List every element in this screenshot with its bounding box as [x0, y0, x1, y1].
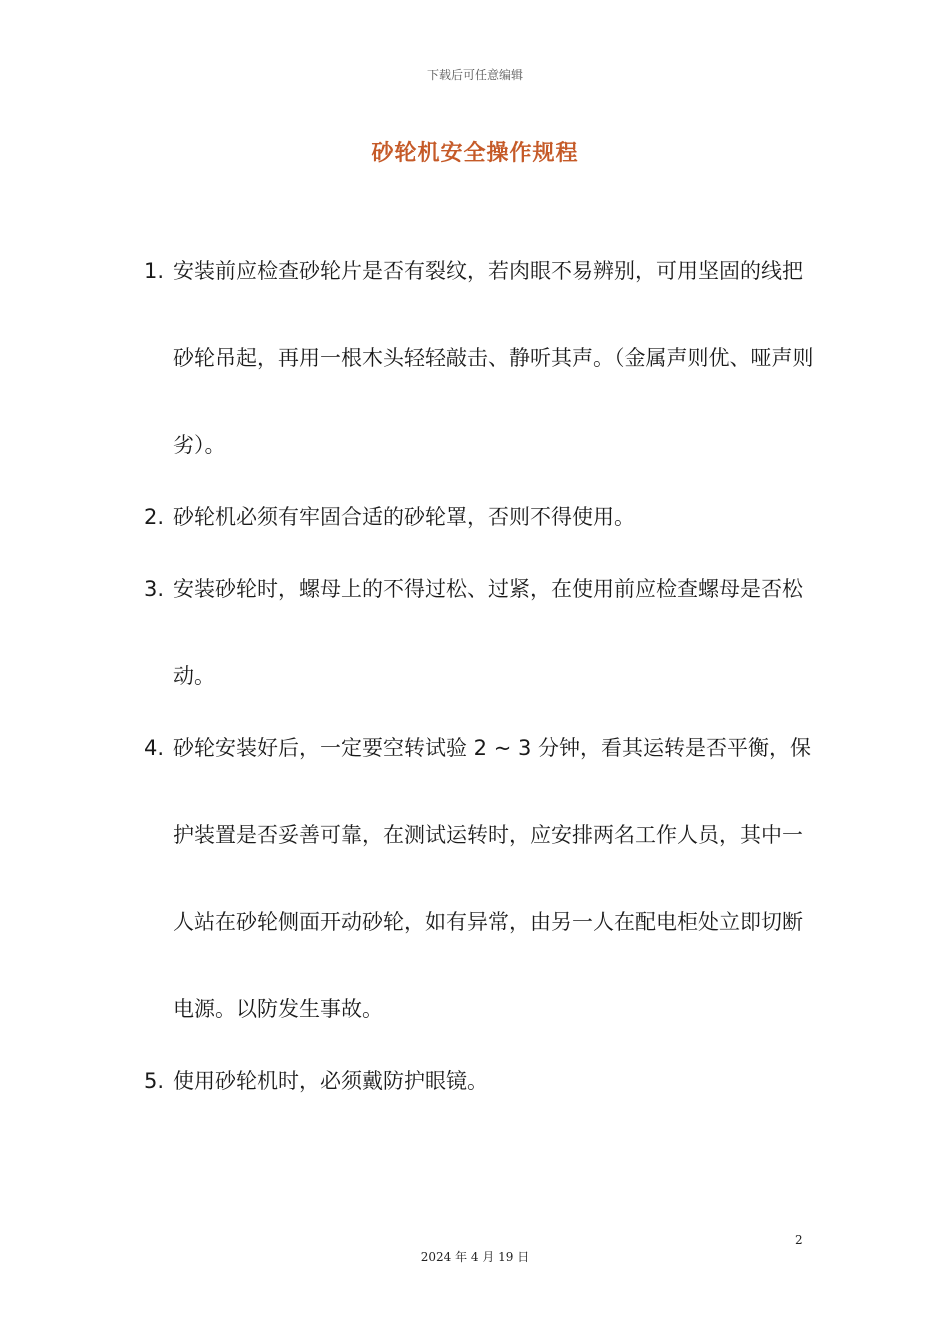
rule-item-5: [144, 1038, 814, 1125]
rule-text: 安装前应检查砂轮片是否有裂纹，若肉眼不易辨别，可用坚固的线把砂轮吊起，再用一根木头轻轻敲击、静听其声。（金属声则优、哑声则劣）。: [173, 259, 814, 457]
rule-text: 砂轮机必须有牢固合适的砂轮罩，否则不得使用。: [173, 505, 635, 529]
rule-number: 2.: [144, 505, 165, 529]
rule-text: 砂轮安装好后，一定要空转试验 2 ~ 3 分钟，看其运转是否平衡，保护装置是否妥善可靠，在测试运转时，应安排两名工作人员，其中一人站在砂轮侧面开动砂轮，如有异常，由另一人在配电柜处立即切断电源。以防发生事故。: [173, 736, 812, 1021]
rule-number: 5.: [144, 1069, 165, 1093]
page-number: 2: [795, 1233, 803, 1247]
document-title: 砂轮机安全操作规程: [371, 141, 579, 166]
rule-item-4: [144, 705, 814, 1053]
rule-number: 4.: [144, 736, 165, 760]
header-note: 下载后可任意编辑: [426, 68, 523, 82]
rule-text: 安装砂轮时，螺母上的不得过松、过紧，在使用前应检查螺母是否松动。: [173, 577, 803, 688]
rule-number: 3.: [144, 577, 165, 601]
rule-text: 使用砂轮机时，必须戴防护眼镜。: [173, 1069, 488, 1093]
footer-date: 2024 年 4 月 19 日: [420, 1250, 530, 1264]
rules-list: [144, 228, 814, 1125]
rule-item-1: [144, 228, 814, 489]
rule-item-3: [144, 546, 814, 720]
rule-number: 1.: [144, 259, 165, 283]
